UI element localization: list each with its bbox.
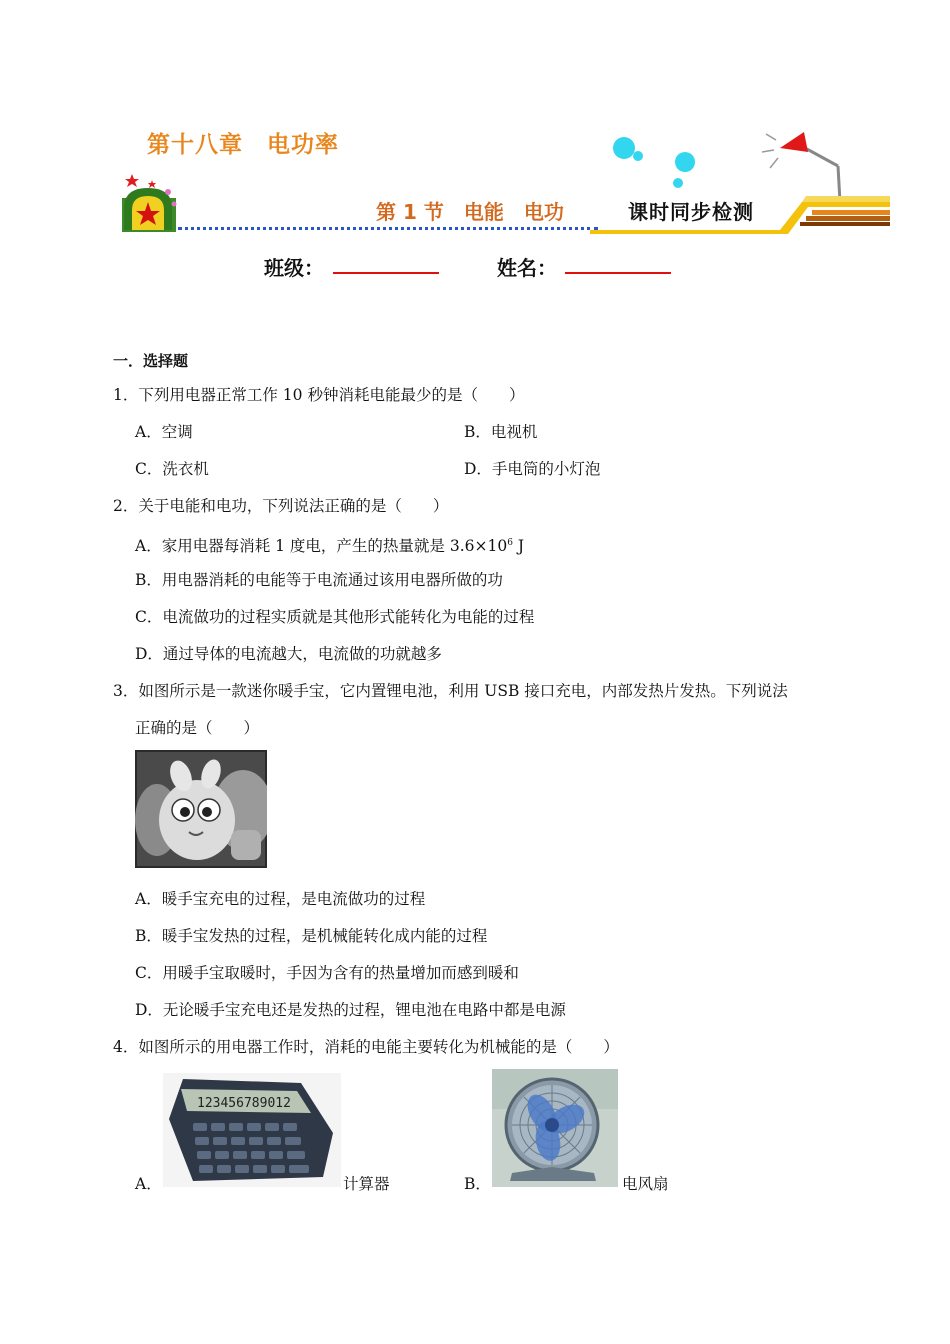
class-field[interactable] <box>333 272 439 274</box>
q2-option-a-unit: J <box>512 537 525 556</box>
question-2: 2．关于电能和电功，下列说法正确的是（ ） <box>113 497 449 515</box>
electric-fan-image <box>492 1069 618 1187</box>
q1-option-b[interactable]: B．电视机 <box>464 423 538 441</box>
q4-option-a-letter[interactable]: A． <box>135 1175 162 1193</box>
chapter-title: 第十八章 电功率 <box>147 132 339 158</box>
q1-option-c[interactable]: C．洗衣机 <box>135 460 209 478</box>
q1-option-d[interactable]: D．手电筒的小灯泡 <box>464 460 601 478</box>
bubbles-icon <box>608 130 698 192</box>
header-rule <box>178 227 598 230</box>
class-label: 班级： <box>264 256 324 280</box>
q4-option-b-caption: 电风扇 <box>622 1175 669 1193</box>
q3-option-d[interactable]: D．无论暖手宝充电还是发热的过程，锂电池在电路中都是电源 <box>135 1001 566 1019</box>
q3-option-b[interactable]: B．暖手宝发热的过程，是机械能转化成内能的过程 <box>135 927 488 945</box>
name-field[interactable] <box>565 272 671 274</box>
name-label: 姓名： <box>497 256 557 280</box>
question-3-line-2: 正确的是（ ） <box>135 719 260 737</box>
q4-option-b-letter[interactable]: B． <box>464 1175 491 1193</box>
section-title: 第 1 节 电能 电功 <box>376 200 564 224</box>
q2-option-a-exponent: 6 <box>507 538 513 548</box>
q2-option-d[interactable]: D．通过导体的电流越大，电流做的功就越多 <box>135 645 442 663</box>
question-3-line-1: 3．如图所示是一款迷你暖手宝，它内置锂电池，利用 USB 接口充电，内部发热片发热。下列说法 <box>113 682 788 700</box>
q2-option-a-text: A．家用电器每消耗 1 度电，产生的热量就是 3.6×10 <box>135 537 508 556</box>
question-1: 1．下列用电器正常工作 10 秒钟消耗电能最少的是（ ） <box>113 386 525 404</box>
q1-option-a[interactable]: A．空调 <box>135 423 193 441</box>
q2-option-b[interactable]: B．用电器消耗的电能等于电流通过该用电器所做的功 <box>135 571 503 589</box>
q4-option-a-caption: 计算器 <box>343 1175 390 1193</box>
desk-lamp-icon <box>762 126 852 206</box>
sync-check-label: 课时同步检测 <box>628 200 754 224</box>
q3-option-a[interactable]: A．暖手宝充电的过程，是电流做功的过程 <box>135 890 426 908</box>
calculator-display-text: 123456789012 <box>197 1096 291 1111</box>
calculator-image <box>163 1073 341 1187</box>
section-heading: 一．选择题 <box>113 352 189 370</box>
hand-warmer-image <box>135 750 267 868</box>
q3-option-c[interactable]: C．用暖手宝取暖时，手因为含有的热量增加而感到暖和 <box>135 964 519 982</box>
q2-option-a[interactable] <box>135 533 524 556</box>
q2-option-c[interactable]: C．电流做功的过程实质就是其他形式能转化为电能的过程 <box>135 608 535 626</box>
question-4: 4．如图所示的用电器工作时，消耗的电能主要转化为机械能的是（ ） <box>113 1038 619 1056</box>
star-badge-icon <box>118 170 180 236</box>
